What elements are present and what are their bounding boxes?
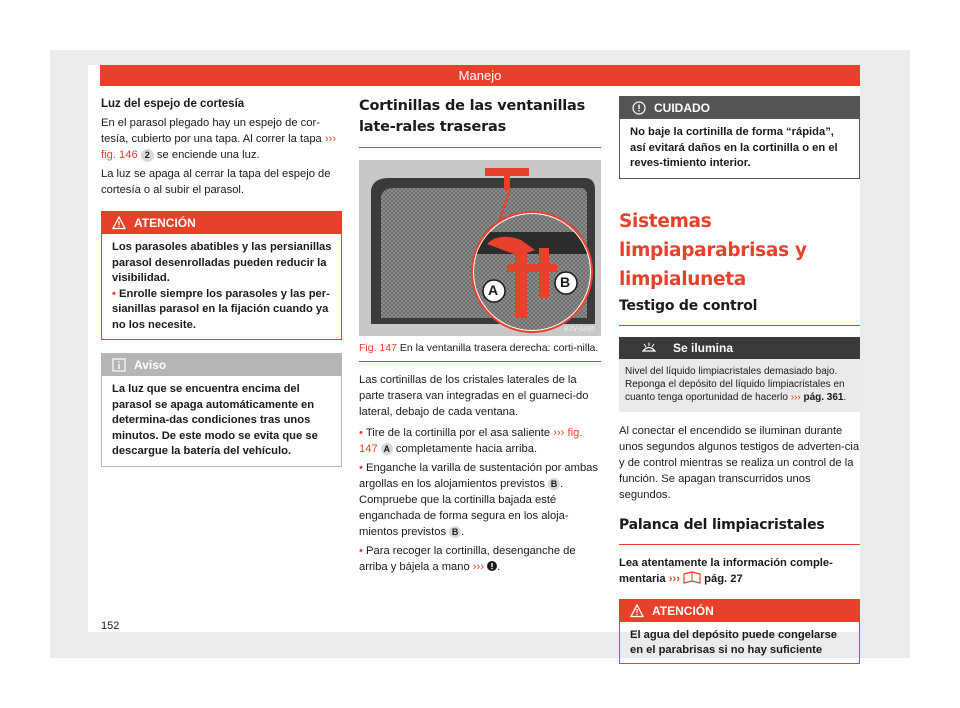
page-361-link[interactable]: pág. 361 [803,391,844,403]
page-27-link[interactable]: pág. 27 [704,572,743,585]
figure-code: B7V-0895 [564,326,595,333]
caution-circle-icon [487,561,497,571]
book-icon [683,571,701,584]
step-3: • Para recoger la cortinilla, desenganche de arriba y bájela a mano ››› . [359,545,576,573]
caution-box [619,96,860,179]
note-header: Aviso [102,354,341,376]
label-a: A [488,282,499,298]
window-curtain-illustration [359,160,601,336]
note-box [101,353,342,467]
arrow-ref: ››› [324,133,337,145]
label-b: B [560,274,571,290]
wiper-lever-heading: Palanca del limpiacristales [619,516,825,533]
washer-fluid-icon [641,341,657,355]
figure-caption: Fig. 147 En la ventanilla trasera derecha: corti-nilla. [359,342,599,354]
column-2 [359,96,601,575]
lamp-title: Se ilumina [673,340,734,355]
lamp-box [619,337,860,412]
fig-147-link[interactable]: fig. 147 [359,427,583,455]
lamp-text: Nivel del líquido limpiacristales demasiado bajo. Reponga el depósito del líquido limpiacristales en cuanto tenga oportunidad de hacerlo ››› pág. 361. [625,365,847,403]
info-icon [112,358,126,372]
warning-text-2: El agua del depósito puede congelarse en el parabrisas si no hay suficiente [630,628,838,656]
curtains-heading: Cortinillas de las ventanillas late-rales traseras [359,98,586,135]
section-title: Sistemas limpiaparabrisas y limpialuneta [619,210,807,290]
warning-header-2: ATENCIÓN [620,600,859,622]
caution-header: CUIDADO [620,97,859,119]
warning-box-1 [101,211,342,340]
section-header: Manejo [100,65,860,86]
page-number: 152 [101,620,120,632]
vanity-mirror-heading: Luz del espejo de cortesía [101,98,245,110]
label-2-marker: 2 [141,149,154,162]
caution-text: No baje la cortinilla de forma “rápida”, así evitará daños en la cortinilla o en el reves-timiento interior. [630,126,838,169]
vanity-mirror-text-2: La luz se apaga al cerrar la tapa del espejo de cortesía o al subir el parasol. [101,168,331,196]
warning-triangle-icon [112,216,126,230]
warning-bullet: • Enrolle siempre los parasoles y las per-sianillas parasol en la fijación cuando ya no los necesite. [112,287,330,331]
control-lamp-heading: Testigo de control [619,297,758,314]
curtains-intro: Las cortinillas de los cristales laterales de la parte trasera van integradas en el guarneci-do lateral, debajo de cada ventana. [359,374,589,418]
fig-146-link[interactable]: fig. 146 [101,149,138,161]
warning-header: ATENCIÓN [102,212,341,234]
warning-text: Los parasoles abatibles y las persianillas parasol desenrolladas pueden reducir la visibilidad. [112,241,332,284]
note-text: La luz que se encuentra encima del parasol se apaga automáticamente en determina-das condiciones tras unos minutos. De este modo se evita que se descargue la batería del vehículo. [112,383,318,457]
lamp-explanation: Al conectar el encendido se iluminan durante unos segundos algunos testigos de adverten-cia y de control mientras se realiza un control de la función. Se apagan transcurridos unos segundos. [619,424,860,501]
column-1 [101,96,342,467]
warning-triangle-icon [630,604,644,618]
vanity-mirror-text: En el parasol plegado hay un espejo de cor-tesía, cubierto por una tapa. Al correr la tapa ››› fig. 146 2 se enciende una luz. [101,117,337,161]
warning-box-2 [619,599,860,664]
step-2: • Enganche la varilla de sustentación por ambas argollas en los alojamientos previstos B . Compruebe que la cortinilla bajada esté enganchada de forma segura en los aloja-mientos previstos B . [359,462,599,538]
caution-circle-icon [632,101,646,115]
figure-147 [359,160,601,336]
step-1: • Tire de la cortinilla por el asa saliente ››› fig. 147 A completamente hacia arriba. [359,427,583,455]
column-3 [619,96,860,664]
read-info-text: Lea atentamente la información comple-mentaria ››› pág. 27 [619,556,833,585]
